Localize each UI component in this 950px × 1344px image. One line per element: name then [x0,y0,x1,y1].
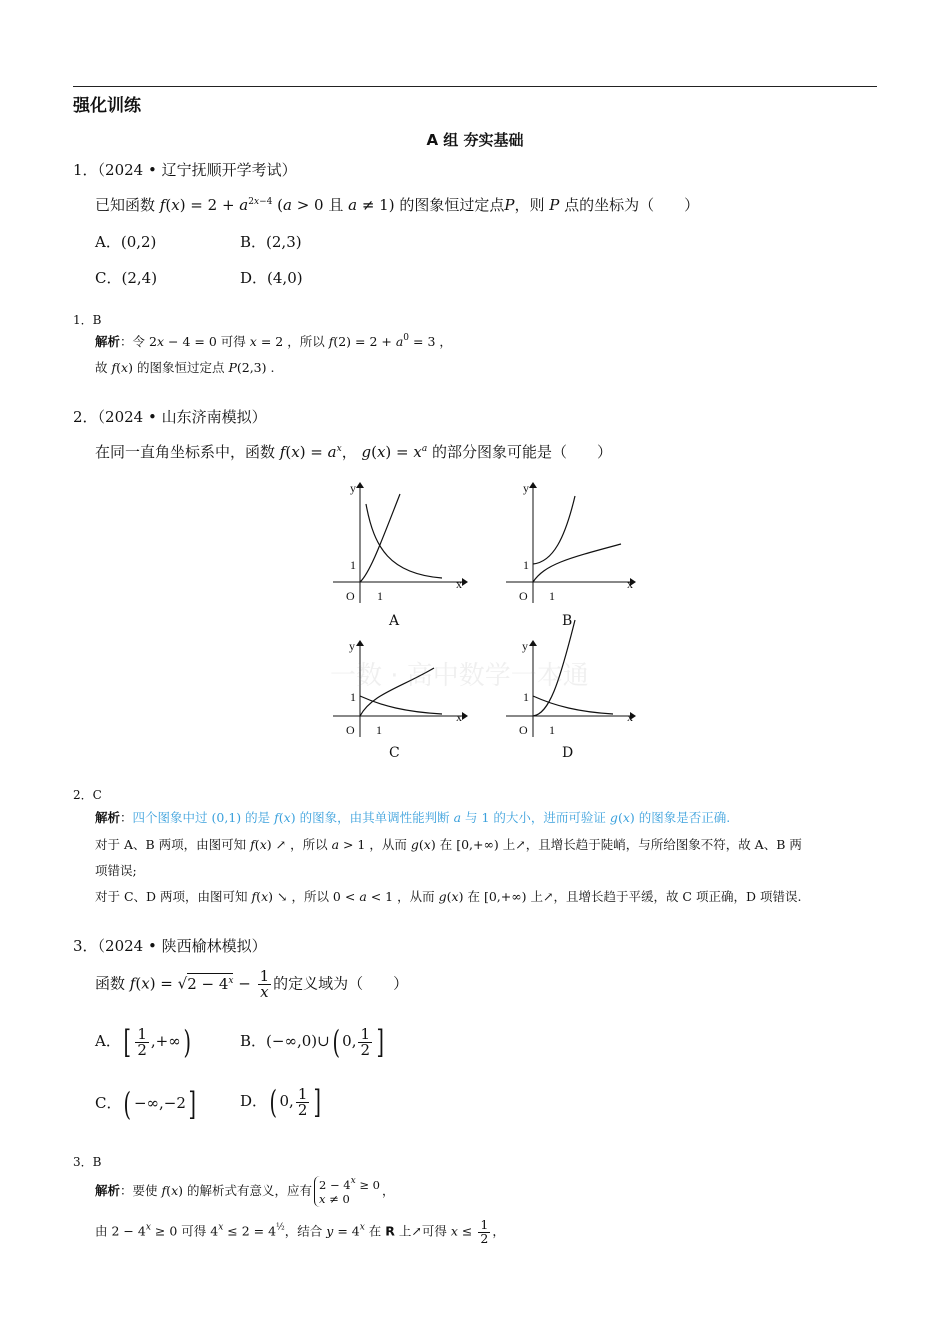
q2-stem: 在同一直角坐标系中，函数 $f(x) = a^x$， $g(x) = x^a$ 的部分图象可能是（ ） [95,443,613,461]
graph-c-x-label: x [456,710,462,724]
q1-stem: 已知函数 $f(x) = 2 + a^{2x-4}$ (a > 0 且 a ≠ 1) 的图象恒过定点P，则 P 点的坐标为（ ） [95,196,700,214]
graph-b-origin: O [519,589,528,603]
graph-a-tick-y: 1 [350,558,356,572]
graph-c-tick-x: 1 [376,723,382,737]
graph-b-curve-power [533,544,621,582]
q3-answer-line2: 由 $2 - 4^x \ge 0$ 可得 $4^x \le 2 = 4^{\frac{1}{2}}$，结合 $y = 4^x$ 在 R 上↗可得 x ≤ $\frac{1}{2}$ ， [95,1217,505,1246]
q1-answer-line1: 解析：令 2x − 4 = 0 可得 x = 2 ，所以 $f(2) = 2 + a^0 = 3$ ， [95,333,452,349]
graph-d-origin: O [519,723,528,737]
q1-stem-a: 已知函数 [95,196,156,214]
watermark: 一数 · 高中数学一本通 [330,661,589,691]
graph-b-x-label: x [627,577,633,591]
graph-a-curve-decay [366,504,442,578]
graph-b-tick-y: 1 [523,558,529,572]
q1-answer-line2: 故 f(x) 的图象恒过定点 P(2,3) . [95,360,275,375]
q2-head: 2．（2024 • 山东济南模拟） [73,408,267,426]
graph-b [503,478,643,608]
q1-stem-b: 的图象恒过定点 [399,196,505,214]
graph-d-label: D [562,745,574,761]
q2-answer-number: 2．C [73,788,102,802]
graph-b-label: B [562,613,573,629]
q2-answer-line2: 对于 C、D 两项，由图可知 f(x) ↘ ，所以 0 < a < 1 ，从而 g(x) 在 [0,+∞) 上↗，且增长趋于平缓，故 C 项正确，D 项错误. [95,889,802,904]
group-title: A 组 夯实基础 [426,131,524,149]
q3-option-b[interactable]: B．(−∞,0)∪( 0, $\frac{1}{2}$ ] [240,1023,385,1061]
section-title: 强化训练 [73,96,141,116]
graph-d-tick-y: 1 [523,690,529,704]
graph-a-x-label: x [456,577,462,591]
header-rule [73,86,877,87]
graph-d-y-label: y [522,639,528,653]
q1-option-c[interactable]: C．(2,4) [95,269,158,287]
graph-d-curve-decay [533,696,613,714]
graph-b-tick-x: 1 [549,589,555,603]
q2-answer-line1: 对于 A、B 两项，由图可知 f(x) ↗ ，所以 a > 1 ，从而 g(x) 在 [0,+∞) 上↗，且增长趋于陡峭，与所给图象不符，故 A、B 两 [95,837,802,852]
q1-option-b[interactable]: B．(2,3) [240,233,302,251]
q3-answer-number: 3．B [73,1155,102,1169]
graph-a-tick-x: 1 [377,589,383,603]
graph-a-label: A [389,613,400,629]
q3-stem: 函数 $f(x) = √2 - 4^x$ − $\frac{1}{x}$ 的定义域为（ ） [95,967,409,1001]
q3-option-d[interactable]: D．( 0, $\frac{1}{2}$ ] [240,1083,322,1121]
graph-a-origin: O [346,589,355,603]
graph-d-tick-x: 1 [549,723,555,737]
q1-answer-number: 1．B [73,313,102,327]
graph-c-curve-decay [360,696,442,714]
graph-b-y-label: y [523,481,529,495]
q1-option-d[interactable]: D．(4,0) [240,269,303,287]
q3-head: 3．（2024 • 陕西榆林模拟） [73,937,267,955]
graph-d-x-label: x [627,710,633,724]
graph-c-label: C [389,745,400,761]
q2-answer-line1-cont: 项错误; [95,863,137,878]
q1-head: 1．（2024 • 辽宁抚顺开学考试） [73,161,297,179]
q2-answer-note: 解析：四个图象中过 (0,1) 的是 f(x) 的图象，由其单调性能判断 a 与 1 的大小，进而可验证 g(x) 的图象是否正确. [95,810,731,825]
graph-a-y-label: y [350,481,356,495]
graph-c-tick-y: 1 [350,690,356,704]
graph-c-origin: O [346,723,355,737]
graph-c-y-label: y [349,639,355,653]
q3-option-c[interactable]: C．( −∞,−2] [95,1085,196,1123]
q1-option-a[interactable]: A．(0,2) [95,233,157,251]
graph-b-curve-exp [533,496,575,564]
graph-a [330,478,470,608]
q3-answer-line1: 解析：要使 f(x) 的解析式有意义，应有 $2 - 4^x \ge 0$ x ≠ 0 ， [95,1176,395,1206]
q1-formula: $f(x) = 2 + a^{2x-4}$ (a > 0 且 a ≠ 1) [159,196,395,214]
q3-option-a[interactable]: A．[ $\frac{1}{2}$ ,+∞) [95,1023,191,1061]
